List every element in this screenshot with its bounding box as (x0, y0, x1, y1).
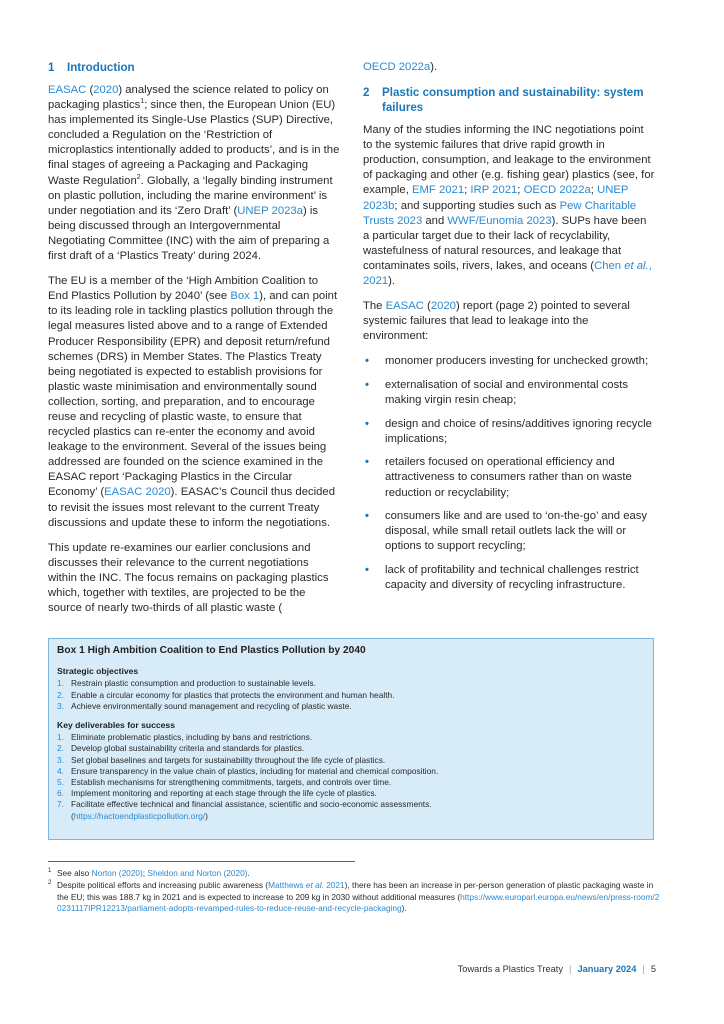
link-chen-2021[interactable]: Chen et al., 2021 (363, 259, 652, 288)
list-item: 1. Restrain plastic consumption and production to sustainable levels. (57, 678, 316, 689)
link-matthews-2021[interactable]: Matthews et al. 2021 (268, 880, 345, 891)
list-item: • externalisation of social and environmental costs making virgin resin cheap; (365, 379, 629, 407)
footnote-divider (48, 861, 355, 862)
link-2020[interactable]: 2020 (93, 84, 119, 96)
list-item: 7. Facilitate effective technical and financial assistance, scientific and socio-economic assessments. (https://hactoendplasticpollution.org/) (57, 799, 432, 821)
intro-paragraph-3-continued: OECD 2022a). (363, 61, 438, 73)
link-emf-2021[interactable]: EMF 2021 (411, 184, 465, 197)
box-title: Box 1 High Ambition Coalition to End Plastics Pollution by 2040 (57, 645, 366, 656)
section-number: 2 (363, 86, 370, 100)
list-item: • monomer producers investing for unchecked growth; (363, 354, 655, 369)
bullet-icon: • (365, 379, 369, 391)
page-footer: Towards a Plastics Treaty | January 2024 | 5 (457, 964, 656, 974)
systemic-failures-list (363, 354, 655, 593)
link-irp-2021[interactable]: IRP 2021 (470, 184, 518, 197)
footnote-2: 2 Despite political efforts and increasing public awareness (Matthews et al. 2021), there has been an increase in per-person generation of plastic packaging waste in the EU; this was 188.7 kg in 2021 and is expected to increase to 209 kg in 2030 without additional measures (https://www.europarl.europa.eu/news/en/press-room/20231117IPR12213/parliament-adopts-revamped-rules-to-reduce-reuse-and-recycle-packaging). (48, 880, 660, 914)
link-norton-2020[interactable]: Norton (2020) (91, 868, 143, 878)
footnote-ref-1[interactable]: 1 (140, 98, 145, 106)
section-title: Introduction (67, 61, 135, 74)
link-oecd-2022a[interactable]: OECD 2022a (523, 184, 591, 197)
section-2-paragraph-2: The EASAC (2020) report (page 2) pointed to several systemic failures that lead to leakage into the environment: (363, 300, 630, 343)
link-hac-url[interactable]: https://hactoendplasticpollution.org/ (73, 810, 206, 821)
section-number: 1 (48, 61, 55, 74)
list-item: 3. Set global baselines and targets for sustainability throughout the life cycle of plastics. (57, 754, 386, 765)
link-easac[interactable]: EASAC (48, 84, 87, 96)
left-column (48, 60, 340, 626)
list-item: • retailers focused on operational efficiency and attractiveness to consumers rather than on waste reduction or recyclability; (365, 456, 632, 499)
link-sheldon-norton-2020[interactable]: Sheldon and Norton (2020) (147, 868, 248, 878)
list-item: • lack of profitability and technical challenges restrict capacity and diversity of recycling infrastructure. (365, 563, 639, 592)
intro-paragraph-2: The EU is a member of the ‘High Ambition Coalition to End Plastics Pollution by 2040’ (see Box 1), and can point to its leading role in tackling plastics pollution through the legal measures listed above and to a range of Extended Producer Responsibility (EPR) and deposit return/refund schemes (DRS) in Member States. The Plastics Treaty being negotiated is expected to establish provisions for plastic waste minimisation and environmentally sound collection, sorting, and preparation, and to encourage reuse and recycling of plastic waste, to ensure that recycled plastics can re-enter the economy and avoid leakage to the environment. Several of the issues being addressed are founded on the science examined in the EASAC report ‘Packaging Plastics in the Circular Economy’ (EASAC 2020). EASAC’s Council thus decided to revisit the issues most relevant to the current Treaty discussions and update these to inform the negotiations. (48, 275, 338, 529)
link-pew-2023[interactable]: Pew Charitable Trusts 2023 (363, 199, 637, 227)
list-item: 5. Establish mechanisms for strengthening commitments, targets, and controls over time. (57, 777, 392, 788)
bullet-icon: • (365, 417, 369, 430)
link-box-1[interactable]: Box 1 (230, 290, 260, 303)
section-1-heading (48, 60, 340, 75)
bullet-icon: • (365, 510, 369, 523)
list-item: 6. Implement monitoring and reporting at each stage through the life cycle of plastics. (57, 788, 377, 799)
list-item: 4. Ensure transparency in the value chain of plastics, including for material and chemical composition. (57, 765, 439, 776)
list-item: 2. Develop global sustainability criteria and standards for plastics. (57, 743, 305, 754)
link-2020[interactable]: 2020 (430, 300, 456, 313)
deliverables-heading: Key deliverables for success (57, 720, 175, 731)
footer-date: January 2024 (577, 964, 637, 974)
link-unep-2023b[interactable]: UNEP 2023b (363, 184, 629, 212)
section-2-heading (363, 85, 655, 115)
list-item: 1. Eliminate problematic plastics, including by bans and restrictions. (57, 732, 313, 743)
intro-paragraph-1: EASAC (2020) analysed the science related to policy on packaging plastics$^1$; since then, the European Union (EU) has implemented its Single-Use Plastics (SUP) Directive, concluded a Regulation on the ‘Restriction of microplastics intentionally added to products’, and is in the final stages of agreeing a Packaging and Packaging Waste Regulation$^2$. Globally, a ‘legally binding instrument on plastic pollution, including the marine environment’ is under negotiation and its ‘Zero Draft’ (UNEP 2023a) is being discussed through an Intergovernmental Negotiating Committee (INC) with the aim of preparing a first draft of a ‘Plastics Treaty’ during 2024. (48, 84, 340, 263)
link-europarl-press[interactable]: https://www.europarl.europa.eu/news/en/press-room/20231117IPR12213/parliament-adopts-revamped-rules-to-reduce-reuse-and-recycle-packaging (57, 891, 660, 914)
bullet-icon: • (365, 355, 369, 368)
footer-title: Towards a Plastics Treaty (457, 964, 564, 974)
link-unep-2023a[interactable]: UNEP 2023a (237, 204, 303, 217)
objectives-heading: Strategic objectives (57, 666, 139, 677)
right-column (363, 60, 655, 602)
list-item: • consumers like and are used to ‘on-the-go’ and easy disposal, while small retail outlets lack the will or options to support recycling; (365, 510, 648, 553)
page-number: 5 (650, 964, 656, 974)
intro-paragraph-3: This update re-examines our earlier conclusions and discusses their relevance to the current negotiations within the INC. The focus remains on packaging plastics which, together with textiles, are projected to be the source of nearly two-thirds of all plastic waste ( (48, 541, 329, 615)
section-title: Plastic consumption and sustainability: system failures (382, 86, 644, 115)
section-2-paragraph-1: Many of the studies informing the INC negotiations point to the systemic failures that drive rapid growth in production, consumption, and leakage to the environment of packaging and other (e.g. fishing gear) plastics (see, for example, EMF 2021; IRP 2021; OECD 2022a; UNEP 2023b; and supporting studies such as Pew Charitable Trusts 2023 and WWF/Eunomia 2023). SUPs have been a particular target due to their lack of recyclability, wastefulness of natural resources, and leakage that contaminates soils, rivers, lakes, and oceans (Chen et al., 2021). (363, 124, 655, 288)
list-item: 3. Achieve environmentally sound management and recycling of plastic waste. (57, 700, 352, 711)
box-1 (48, 638, 654, 840)
footnote-1: 1 See also Norton (2020); Sheldon and Norton (2020). (48, 868, 250, 878)
footnote-ref-2[interactable]: 2 (136, 173, 141, 181)
link-easac-2020[interactable]: EASAC 2020 (104, 486, 171, 499)
link-oecd-2022a[interactable]: OECD 2022a (363, 61, 431, 73)
link-easac[interactable]: EASAC (385, 300, 424, 313)
deliverables-list (57, 732, 645, 822)
list-item: 2. Enable a circular economy for plastics that protects the environment and human health. (57, 689, 395, 700)
objectives-list (57, 678, 645, 712)
bullet-icon: • (365, 563, 369, 576)
list-item: • design and choice of resins/additives ignoring recycle implications; (365, 417, 652, 445)
footnotes (48, 868, 660, 916)
bullet-icon: • (365, 456, 369, 469)
link-wwf-eunomia-2023[interactable]: WWF/Eunomia 2023 (447, 214, 552, 227)
